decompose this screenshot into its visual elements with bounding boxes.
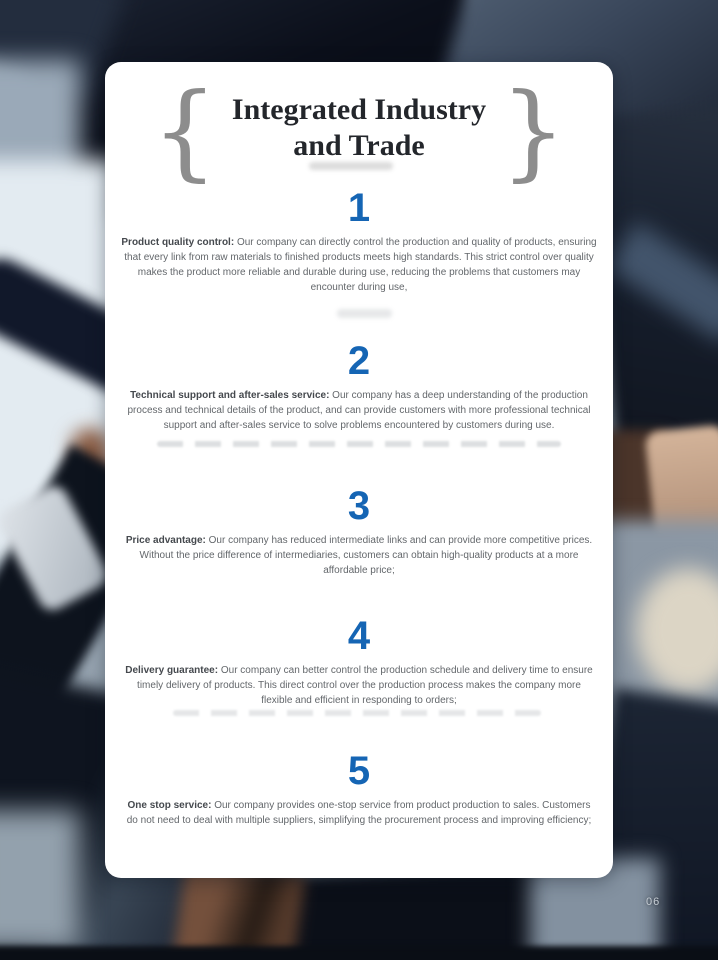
section-body: Our company provides one-stop service from product production to sales. Customers do not need to deal with multiple suppliers, simplifying the procurement process and improving efficiency; xyxy=(126,800,592,826)
section-paragraph xyxy=(121,798,597,828)
page-title xyxy=(232,92,486,164)
erased-text-smudge xyxy=(157,441,561,447)
section-paragraph xyxy=(121,388,597,433)
section-number: 4 xyxy=(347,614,371,658)
right-brace-decoration: } xyxy=(500,70,567,193)
erased-text-smudge xyxy=(173,710,541,716)
title-block xyxy=(105,70,613,193)
section-paragraph xyxy=(121,533,597,578)
content-card xyxy=(105,62,613,878)
section-paragraph xyxy=(121,235,597,295)
left-brace-decoration: { xyxy=(151,70,218,193)
section-body: Our company can better control the production schedule and delivery time to ensure timely delivery of products. This direct control over the production process makes the company more flexible and efficient in responding to orders; xyxy=(137,665,593,706)
page-title-line1: Integrated Industry xyxy=(231,93,487,126)
section-number: 5 xyxy=(347,749,371,793)
benefit-section-3 xyxy=(105,484,613,578)
section-lead: Product quality control: xyxy=(121,237,235,248)
page-title-line2: and Trade xyxy=(293,129,425,162)
section-number: 3 xyxy=(347,484,371,528)
section-paragraph xyxy=(121,663,597,708)
section-lead: Price advantage: xyxy=(125,535,206,546)
page-number: 06 xyxy=(646,896,661,908)
photo-shape-bottom-edge xyxy=(0,946,718,960)
section-body: Our company has a deep understanding of the production process and technical details of the product, and can provide customers with more professional technical support and after-sales service to solve problems encountered by customers during use. xyxy=(127,390,591,431)
section-body: Our company has reduced intermediate links and can provide more competitive prices. Without the price difference of intermediaries, customers can obtain high-quality products at a more affordable price; xyxy=(139,535,593,576)
section-lead: One stop service: xyxy=(127,800,212,811)
section-lead: Technical support and after-sales service: xyxy=(130,390,330,401)
erased-text-smudge xyxy=(337,309,392,318)
section-body: Our company can directly control the production and quality of products, ensuring that every link from raw materials to finished products meets high standards. This strict control over quality makes the product more reliable and durable during use, reducing the problems that customers may encounter during use, xyxy=(124,237,597,293)
photo-shape-bottom-left-light xyxy=(0,810,80,950)
section-number: 1 xyxy=(347,186,371,230)
section-lead: Delivery guarantee: xyxy=(125,665,219,676)
benefit-section-4 xyxy=(105,614,613,708)
benefit-section-1 xyxy=(105,186,613,295)
section-number: 2 xyxy=(347,339,371,383)
benefit-section-5 xyxy=(105,749,613,828)
benefit-section-2 xyxy=(105,339,613,433)
